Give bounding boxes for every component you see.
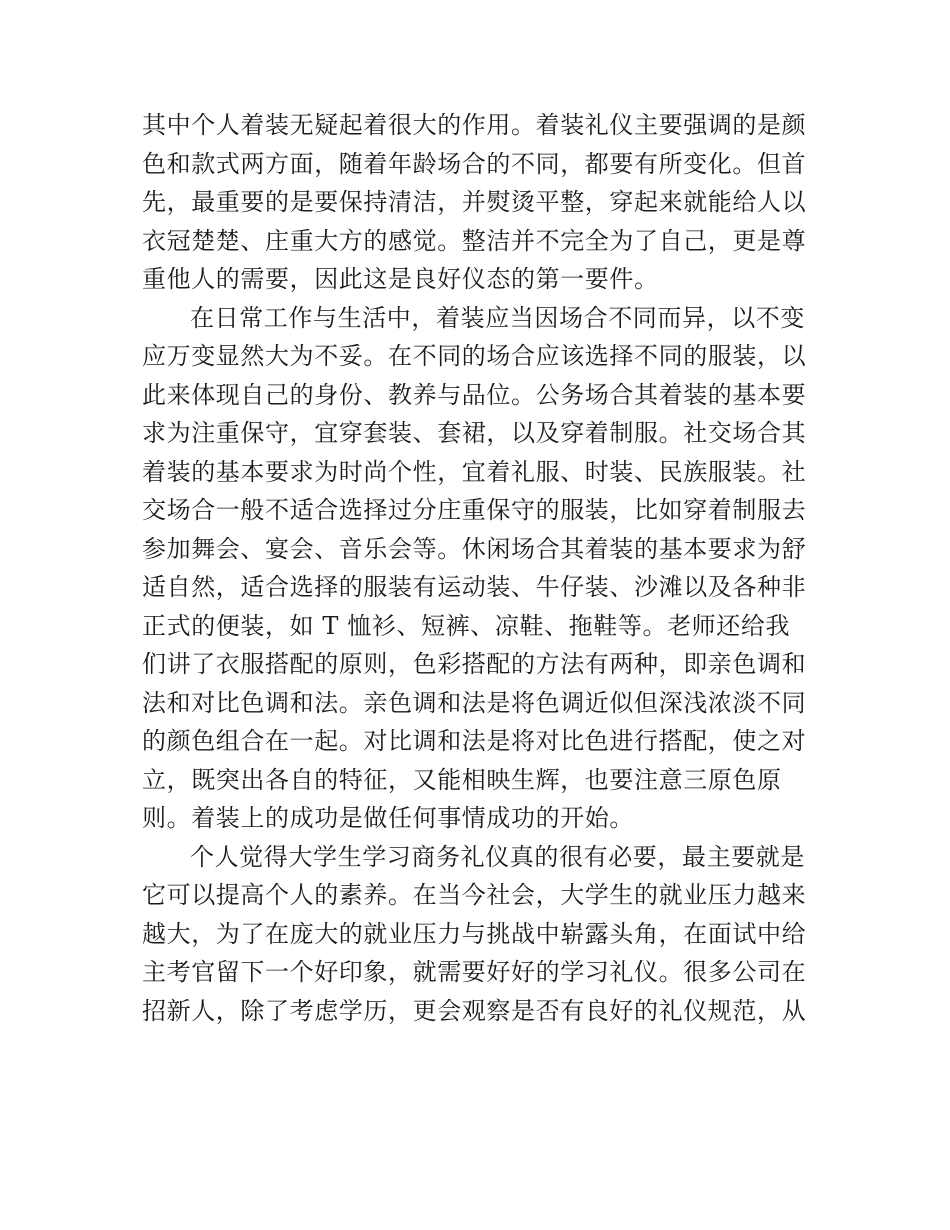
text-line: 招新人，除了考虑学历，更会观察是否有良好的礼仪规范，从: [142, 996, 807, 1025]
text-line: 求为注重保守，宜穿套装、套裙，以及穿着制服。社交场合其: [142, 419, 807, 447]
text-line: 主考官留下一个好印象，就需要好好的学习礼仪。很多公司在: [142, 958, 807, 986]
text-line: 的颜色组合在一起。对比调和法是将对比色进行搭配，使之对: [142, 727, 807, 755]
text-line: 色和款式两方面，随着年龄场合的不同，都要有所变化。但首: [142, 149, 807, 178]
text-line: 应万变显然大为不妥。在不同的场合应该选择不同的服装，以: [142, 342, 807, 370]
text-line: 在日常工作与生活中，着装应当因场合不同而异，以不变: [190, 303, 805, 332]
text-line: 则。着装上的成功是做任何事情成功的开始。: [142, 804, 634, 832]
text-line: 先，最重要的是要保持清洁，并熨烫平整，穿起来就能给人以: [142, 188, 807, 216]
text-line: 参加舞会、宴会、音乐会等。休闲场合其着装的基本要求为舒: [142, 534, 807, 563]
paragraph-1: [142, 106, 812, 299]
document-body: [142, 106, 812, 1030]
text-line: 此来体现自己的身份、教养与品位。公务场合其着装的基本要: [142, 380, 807, 409]
text-line: 立，既突出各自的特征，又能相映生辉，也要注意三原色原: [142, 765, 782, 794]
text-line: 着装的基本要求为时尚个性，宜着礼服、时装、民族服装。社: [142, 457, 807, 486]
text-line: 个人觉得大学生学习商务礼仪真的很有必要，最主要就是: [190, 842, 805, 871]
text-line: 正式的便装，如 T 恤衫、短裤、凉鞋、拖鞋等。老师还给我: [142, 611, 791, 640]
paragraph-2: [142, 299, 812, 838]
text-line: 越大，为了在庞大的就业压力与挑战中崭露头角，在面试中给: [142, 919, 807, 948]
text-line: 交场合一般不适合选择过分庄重保守的服装，比如穿着制服去: [142, 496, 807, 524]
paragraph-3: [142, 838, 812, 1031]
text-line: 重他人的需要，因此这是良好仪态的第一要件。: [142, 265, 659, 293]
text-line: 它可以提高个人的素养。在当今社会，大学生的就业压力越来: [142, 881, 807, 909]
text-line: 适自然，适合选择的服装有运动装、牛仔装、沙滩以及各种非: [142, 573, 807, 601]
text-line: 们讲了衣服搭配的原则，色彩搭配的方法有两种，即亲色调和: [142, 650, 807, 678]
text-line: 法和对比色调和法。亲色调和法是将色调近似但深浅浓淡不同: [142, 688, 807, 717]
text-line: 其中个人着装无疑起着很大的作用。着装礼仪主要强调的是颜: [142, 111, 807, 139]
text-line: 衣冠楚楚、庄重大方的感觉。整洁并不完全为了自己，更是尊: [142, 226, 807, 255]
